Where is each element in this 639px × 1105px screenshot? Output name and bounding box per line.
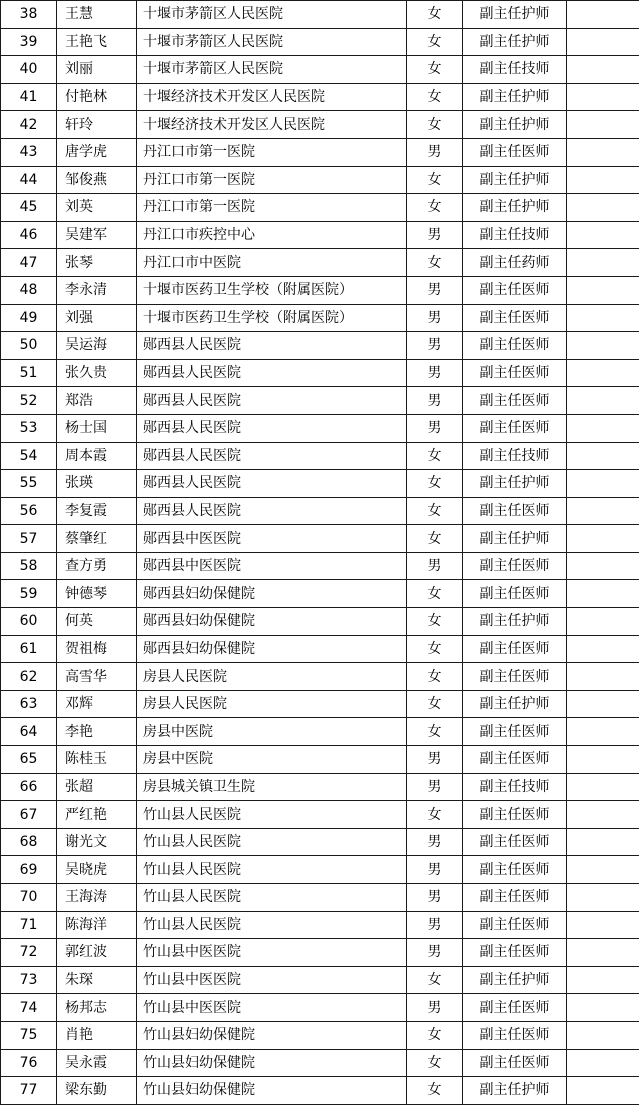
row-number-cell: 42 xyxy=(1,111,57,139)
empty-cell xyxy=(567,1021,639,1049)
sex-cell: 男 xyxy=(407,994,463,1022)
name-cell: 刘英 xyxy=(57,194,137,222)
table-row xyxy=(1,249,639,277)
sex-cell: 男 xyxy=(407,773,463,801)
table-row xyxy=(1,28,639,56)
table-row xyxy=(1,884,639,912)
name-cell: 梁东勤 xyxy=(57,1077,137,1105)
empty-cell xyxy=(567,276,639,304)
row-number-cell: 52 xyxy=(1,387,57,415)
row-number-cell: 41 xyxy=(1,83,57,111)
name-cell: 张久贵 xyxy=(57,359,137,387)
unit-cell: 竹山县人民医院 xyxy=(137,856,407,884)
table-body xyxy=(1,1,639,1105)
title-cell: 副主任医师 xyxy=(463,856,567,884)
name-cell: 李艳 xyxy=(57,718,137,746)
sex-cell: 女 xyxy=(407,56,463,84)
name-cell: 张瑛 xyxy=(57,470,137,498)
title-cell: 副主任护师 xyxy=(463,111,567,139)
unit-cell: 竹山县中医医院 xyxy=(137,966,407,994)
sex-cell: 男 xyxy=(407,856,463,884)
row-number-cell: 50 xyxy=(1,332,57,360)
row-number-cell: 63 xyxy=(1,690,57,718)
title-cell: 副主任医师 xyxy=(463,138,567,166)
title-cell: 副主任医师 xyxy=(463,994,567,1022)
sex-cell: 男 xyxy=(407,221,463,249)
row-number-cell: 39 xyxy=(1,28,57,56)
unit-cell: 房县城关镇卫生院 xyxy=(137,773,407,801)
row-number-cell: 77 xyxy=(1,1077,57,1105)
empty-cell xyxy=(567,718,639,746)
sex-cell: 女 xyxy=(407,470,463,498)
name-cell: 付艳林 xyxy=(57,83,137,111)
sex-cell: 女 xyxy=(407,1021,463,1049)
row-number-cell: 44 xyxy=(1,166,57,194)
unit-cell: 郧西县人民医院 xyxy=(137,442,407,470)
row-number-cell: 48 xyxy=(1,276,57,304)
sex-cell: 女 xyxy=(407,249,463,277)
row-number-cell: 47 xyxy=(1,249,57,277)
title-cell: 副主任护师 xyxy=(463,194,567,222)
title-cell: 副主任医师 xyxy=(463,801,567,829)
empty-cell xyxy=(567,138,639,166)
row-number-cell: 59 xyxy=(1,580,57,608)
unit-cell: 郧西县妇幼保健院 xyxy=(137,580,407,608)
title-cell: 副主任技师 xyxy=(463,773,567,801)
row-number-cell: 49 xyxy=(1,304,57,332)
unit-cell: 十堰经济技术开发区人民医院 xyxy=(137,83,407,111)
unit-cell: 郧西县人民医院 xyxy=(137,332,407,360)
unit-cell: 郧西县人民医院 xyxy=(137,470,407,498)
row-number-cell: 71 xyxy=(1,911,57,939)
empty-cell xyxy=(567,359,639,387)
empty-cell xyxy=(567,221,639,249)
table-row xyxy=(1,580,639,608)
unit-cell: 房县人民医院 xyxy=(137,663,407,691)
empty-cell xyxy=(567,525,639,553)
name-cell: 轩玲 xyxy=(57,111,137,139)
sex-cell: 女 xyxy=(407,966,463,994)
unit-cell: 丹江口市第一医院 xyxy=(137,138,407,166)
table-row xyxy=(1,773,639,801)
unit-cell: 竹山县妇幼保健院 xyxy=(137,1049,407,1077)
empty-cell xyxy=(567,746,639,774)
empty-cell xyxy=(567,939,639,967)
title-cell: 副主任护师 xyxy=(463,525,567,553)
row-number-cell: 43 xyxy=(1,138,57,166)
row-number-cell: 40 xyxy=(1,56,57,84)
sex-cell: 男 xyxy=(407,746,463,774)
sex-cell: 女 xyxy=(407,1049,463,1077)
unit-cell: 房县中医院 xyxy=(137,746,407,774)
title-cell: 副主任医师 xyxy=(463,663,567,691)
table-row xyxy=(1,1049,639,1077)
name-cell: 刘丽 xyxy=(57,56,137,84)
name-cell: 肖艳 xyxy=(57,1021,137,1049)
title-cell: 副主任护师 xyxy=(463,28,567,56)
title-cell: 副主任医师 xyxy=(463,1021,567,1049)
name-cell: 陈海洋 xyxy=(57,911,137,939)
name-cell: 王海涛 xyxy=(57,884,137,912)
row-number-cell: 76 xyxy=(1,1049,57,1077)
row-number-cell: 64 xyxy=(1,718,57,746)
title-cell: 副主任医师 xyxy=(463,359,567,387)
title-cell: 副主任药师 xyxy=(463,249,567,277)
name-cell: 张琴 xyxy=(57,249,137,277)
title-cell: 副主任护师 xyxy=(463,470,567,498)
row-number-cell: 54 xyxy=(1,442,57,470)
unit-cell: 十堰市茅箭区人民医院 xyxy=(137,56,407,84)
title-cell: 副主任医师 xyxy=(463,332,567,360)
row-number-cell: 60 xyxy=(1,608,57,636)
row-number-cell: 57 xyxy=(1,525,57,553)
unit-cell: 十堰市医药卫生学校（附属医院） xyxy=(137,276,407,304)
name-cell: 吴建军 xyxy=(57,221,137,249)
empty-cell xyxy=(567,56,639,84)
sex-cell: 男 xyxy=(407,884,463,912)
empty-cell xyxy=(567,111,639,139)
title-cell: 副主任技师 xyxy=(463,221,567,249)
row-number-cell: 55 xyxy=(1,470,57,498)
sex-cell: 男 xyxy=(407,414,463,442)
sex-cell: 女 xyxy=(407,718,463,746)
title-cell: 副主任护师 xyxy=(463,690,567,718)
sex-cell: 女 xyxy=(407,166,463,194)
table-row xyxy=(1,332,639,360)
row-number-cell: 45 xyxy=(1,194,57,222)
name-cell: 蔡肇红 xyxy=(57,525,137,553)
row-number-cell: 72 xyxy=(1,939,57,967)
unit-cell: 房县中医院 xyxy=(137,718,407,746)
empty-cell xyxy=(567,911,639,939)
name-cell: 吴永霞 xyxy=(57,1049,137,1077)
sex-cell: 男 xyxy=(407,304,463,332)
sex-cell: 男 xyxy=(407,552,463,580)
sex-cell: 女 xyxy=(407,525,463,553)
title-cell: 副主任医师 xyxy=(463,552,567,580)
row-number-cell: 58 xyxy=(1,552,57,580)
unit-cell: 郧西县人民医院 xyxy=(137,497,407,525)
empty-cell xyxy=(567,552,639,580)
row-number-cell: 74 xyxy=(1,994,57,1022)
unit-cell: 郧西县妇幼保健院 xyxy=(137,608,407,636)
unit-cell: 竹山县中医医院 xyxy=(137,939,407,967)
title-cell: 副主任医师 xyxy=(463,828,567,856)
title-cell: 副主任护师 xyxy=(463,166,567,194)
table-row xyxy=(1,194,639,222)
name-cell: 杨邦志 xyxy=(57,994,137,1022)
name-cell: 严红艳 xyxy=(57,801,137,829)
sex-cell: 女 xyxy=(407,1077,463,1105)
table-row xyxy=(1,994,639,1022)
table-row xyxy=(1,221,639,249)
unit-cell: 十堰经济技术开发区人民医院 xyxy=(137,111,407,139)
title-cell: 副主任医师 xyxy=(463,746,567,774)
title-cell: 副主任医师 xyxy=(463,497,567,525)
empty-cell xyxy=(567,966,639,994)
title-cell: 副主任医师 xyxy=(463,884,567,912)
table-row xyxy=(1,111,639,139)
row-number-cell: 53 xyxy=(1,414,57,442)
empty-cell xyxy=(567,773,639,801)
table-row xyxy=(1,83,639,111)
unit-cell: 十堰市茅箭区人民医院 xyxy=(137,1,407,29)
unit-cell: 郧西县妇幼保健院 xyxy=(137,635,407,663)
title-cell: 副主任护师 xyxy=(463,608,567,636)
sex-cell: 男 xyxy=(407,359,463,387)
unit-cell: 丹江口市第一医院 xyxy=(137,166,407,194)
empty-cell xyxy=(567,1,639,29)
name-cell: 唐学虎 xyxy=(57,138,137,166)
empty-cell xyxy=(567,387,639,415)
table-row xyxy=(1,911,639,939)
sex-cell: 男 xyxy=(407,939,463,967)
name-cell: 查方勇 xyxy=(57,552,137,580)
sex-cell: 男 xyxy=(407,276,463,304)
unit-cell: 郧西县人民医院 xyxy=(137,387,407,415)
sex-cell: 女 xyxy=(407,83,463,111)
name-cell: 谢光文 xyxy=(57,828,137,856)
table-row xyxy=(1,442,639,470)
row-number-cell: 68 xyxy=(1,828,57,856)
title-cell: 副主任医师 xyxy=(463,304,567,332)
empty-cell xyxy=(567,470,639,498)
table-row xyxy=(1,166,639,194)
name-cell: 李永清 xyxy=(57,276,137,304)
table-row xyxy=(1,828,639,856)
sex-cell: 男 xyxy=(407,138,463,166)
sex-cell: 女 xyxy=(407,111,463,139)
title-cell: 副主任医师 xyxy=(463,911,567,939)
empty-cell xyxy=(567,856,639,884)
table-row xyxy=(1,552,639,580)
empty-cell xyxy=(567,28,639,56)
empty-cell xyxy=(567,608,639,636)
table-row xyxy=(1,966,639,994)
title-cell: 副主任护师 xyxy=(463,1077,567,1105)
title-cell: 副主任护师 xyxy=(463,83,567,111)
name-cell: 朱琛 xyxy=(57,966,137,994)
empty-cell xyxy=(567,414,639,442)
empty-cell xyxy=(567,497,639,525)
table-row xyxy=(1,856,639,884)
sex-cell: 女 xyxy=(407,1,463,29)
empty-cell xyxy=(567,332,639,360)
row-number-cell: 62 xyxy=(1,663,57,691)
table-row xyxy=(1,939,639,967)
row-number-cell: 56 xyxy=(1,497,57,525)
title-cell: 副主任医师 xyxy=(463,276,567,304)
unit-cell: 十堰市茅箭区人民医院 xyxy=(137,28,407,56)
unit-cell: 郧西县人民医院 xyxy=(137,359,407,387)
unit-cell: 郧西县中医医院 xyxy=(137,552,407,580)
table-row xyxy=(1,276,639,304)
sex-cell: 女 xyxy=(407,497,463,525)
table-row xyxy=(1,718,639,746)
table-row xyxy=(1,138,639,166)
unit-cell: 竹山县人民医院 xyxy=(137,911,407,939)
title-cell: 副主任医师 xyxy=(463,939,567,967)
empty-cell xyxy=(567,663,639,691)
empty-cell xyxy=(567,580,639,608)
name-cell: 何英 xyxy=(57,608,137,636)
empty-cell xyxy=(567,194,639,222)
name-cell: 郭红波 xyxy=(57,939,137,967)
empty-cell xyxy=(567,249,639,277)
empty-cell xyxy=(567,166,639,194)
title-cell: 副主任医师 xyxy=(463,718,567,746)
empty-cell xyxy=(567,884,639,912)
table-row xyxy=(1,1,639,29)
empty-cell xyxy=(567,1077,639,1105)
table-row xyxy=(1,635,639,663)
empty-cell xyxy=(567,1049,639,1077)
name-cell: 邓辉 xyxy=(57,690,137,718)
table-row xyxy=(1,801,639,829)
table-row xyxy=(1,359,639,387)
title-cell: 副主任技师 xyxy=(463,56,567,84)
empty-cell xyxy=(567,690,639,718)
empty-cell xyxy=(567,442,639,470)
table-row xyxy=(1,1077,639,1105)
table-row xyxy=(1,56,639,84)
name-cell: 钟德琴 xyxy=(57,580,137,608)
name-cell: 邹俊燕 xyxy=(57,166,137,194)
title-cell: 副主任医师 xyxy=(463,635,567,663)
name-cell: 吴运海 xyxy=(57,332,137,360)
row-number-cell: 69 xyxy=(1,856,57,884)
row-number-cell: 65 xyxy=(1,746,57,774)
sex-cell: 男 xyxy=(407,387,463,415)
sex-cell: 女 xyxy=(407,580,463,608)
unit-cell: 房县人民医院 xyxy=(137,690,407,718)
unit-cell: 竹山县人民医院 xyxy=(137,801,407,829)
sex-cell: 男 xyxy=(407,828,463,856)
sex-cell: 女 xyxy=(407,28,463,56)
row-number-cell: 38 xyxy=(1,1,57,29)
table-row xyxy=(1,414,639,442)
table-row xyxy=(1,304,639,332)
unit-cell: 十堰市医药卫生学校（附属医院） xyxy=(137,304,407,332)
name-cell: 李复霞 xyxy=(57,497,137,525)
name-cell: 周本霞 xyxy=(57,442,137,470)
row-number-cell: 51 xyxy=(1,359,57,387)
title-cell: 副主任医师 xyxy=(463,387,567,415)
table-row xyxy=(1,525,639,553)
unit-cell: 郧西县中医医院 xyxy=(137,525,407,553)
title-cell: 副主任技师 xyxy=(463,442,567,470)
empty-cell xyxy=(567,304,639,332)
unit-cell: 丹江口市中医院 xyxy=(137,249,407,277)
empty-cell xyxy=(567,801,639,829)
unit-cell: 丹江口市疾控中心 xyxy=(137,221,407,249)
row-number-cell: 70 xyxy=(1,884,57,912)
title-cell: 副主任医师 xyxy=(463,580,567,608)
row-number-cell: 66 xyxy=(1,773,57,801)
row-number-cell: 67 xyxy=(1,801,57,829)
table-row xyxy=(1,387,639,415)
sex-cell: 男 xyxy=(407,332,463,360)
row-number-cell: 46 xyxy=(1,221,57,249)
name-cell: 王慧 xyxy=(57,1,137,29)
sex-cell: 女 xyxy=(407,690,463,718)
name-cell: 高雪华 xyxy=(57,663,137,691)
sex-cell: 女 xyxy=(407,194,463,222)
sex-cell: 女 xyxy=(407,635,463,663)
table-row xyxy=(1,690,639,718)
unit-cell: 竹山县中医医院 xyxy=(137,994,407,1022)
name-cell: 吴晓虎 xyxy=(57,856,137,884)
empty-cell xyxy=(567,83,639,111)
sex-cell: 女 xyxy=(407,442,463,470)
table-row xyxy=(1,663,639,691)
name-cell: 郑浩 xyxy=(57,387,137,415)
table-row xyxy=(1,1021,639,1049)
table-row xyxy=(1,608,639,636)
sex-cell: 女 xyxy=(407,801,463,829)
name-cell: 张超 xyxy=(57,773,137,801)
unit-cell: 竹山县妇幼保健院 xyxy=(137,1021,407,1049)
empty-cell xyxy=(567,828,639,856)
title-cell: 副主任护师 xyxy=(463,1,567,29)
sex-cell: 男 xyxy=(407,911,463,939)
table-row xyxy=(1,746,639,774)
name-cell: 刘强 xyxy=(57,304,137,332)
row-number-cell: 73 xyxy=(1,966,57,994)
row-number-cell: 75 xyxy=(1,1021,57,1049)
name-cell: 陈桂玉 xyxy=(57,746,137,774)
unit-cell: 竹山县人民医院 xyxy=(137,828,407,856)
unit-cell: 丹江口市第一医院 xyxy=(137,194,407,222)
empty-cell xyxy=(567,994,639,1022)
title-cell: 副主任医师 xyxy=(463,414,567,442)
name-cell: 杨士国 xyxy=(57,414,137,442)
table-row xyxy=(1,497,639,525)
name-cell: 王艳飞 xyxy=(57,28,137,56)
sex-cell: 女 xyxy=(407,663,463,691)
title-cell: 副主任护师 xyxy=(463,966,567,994)
name-cell: 贺祖梅 xyxy=(57,635,137,663)
unit-cell: 竹山县人民医院 xyxy=(137,884,407,912)
unit-cell: 竹山县妇幼保健院 xyxy=(137,1077,407,1105)
table-row xyxy=(1,470,639,498)
title-cell: 副主任医师 xyxy=(463,1049,567,1077)
row-number-cell: 61 xyxy=(1,635,57,663)
empty-cell xyxy=(567,635,639,663)
sex-cell: 女 xyxy=(407,608,463,636)
unit-cell: 郧西县人民医院 xyxy=(137,414,407,442)
